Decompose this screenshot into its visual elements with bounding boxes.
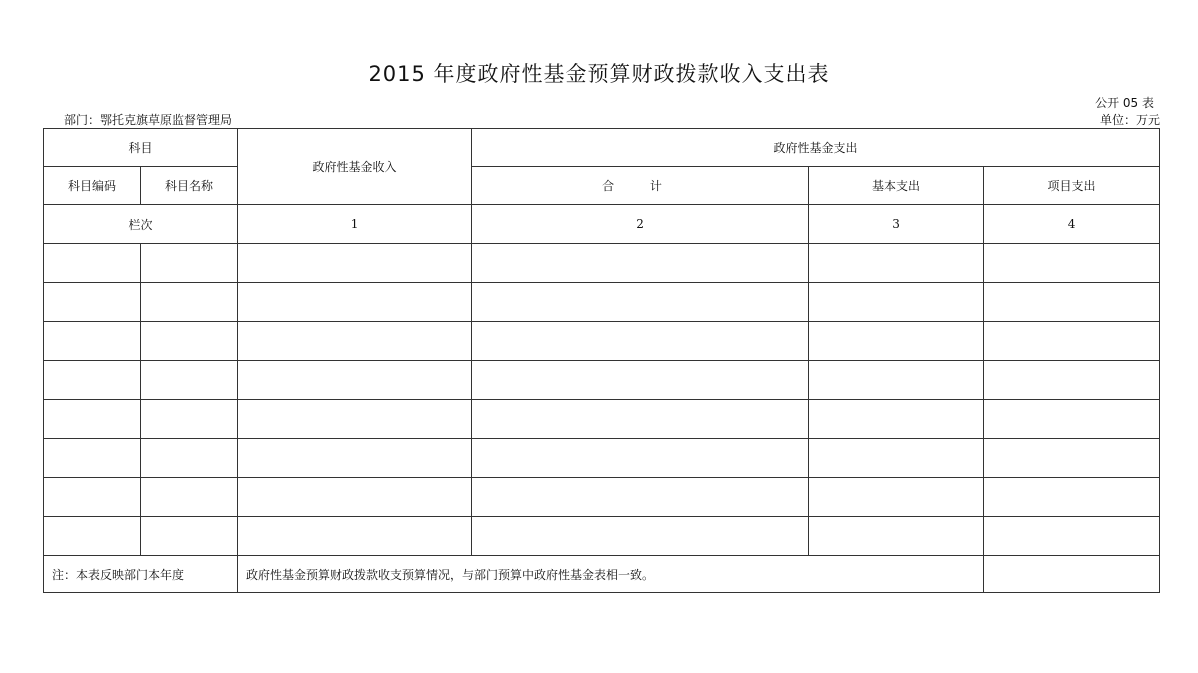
header-subject: 科目 xyxy=(44,129,238,167)
table-cell xyxy=(44,244,141,283)
table-row xyxy=(44,439,1160,478)
table-row xyxy=(44,517,1160,556)
table-cell xyxy=(809,322,984,361)
table-cell xyxy=(472,517,809,556)
header-row-2 xyxy=(44,167,1160,205)
table-cell xyxy=(238,478,472,517)
table-cell xyxy=(472,322,809,361)
department-label: 部门：鄂托克旗草原监督管理局 xyxy=(64,113,233,127)
table-cell xyxy=(984,517,1160,556)
table-cell xyxy=(238,400,472,439)
note-empty-cell xyxy=(984,556,1160,593)
table-cell xyxy=(44,517,141,556)
table-cell xyxy=(141,322,238,361)
table-cell xyxy=(472,283,809,322)
table-row xyxy=(44,361,1160,400)
table-cell xyxy=(44,478,141,517)
table-cell xyxy=(44,283,141,322)
table-cell xyxy=(809,361,984,400)
header-subject-name: 科目名称 xyxy=(141,167,238,205)
table-cell xyxy=(984,283,1160,322)
table-cell xyxy=(141,361,238,400)
table-cell xyxy=(984,361,1160,400)
table-cell xyxy=(472,361,809,400)
table-cell xyxy=(141,517,238,556)
table-cell xyxy=(141,400,238,439)
table-cell xyxy=(141,439,238,478)
table-cell xyxy=(141,283,238,322)
table-cell xyxy=(809,283,984,322)
note-text: 政府性基金预算财政拨款收支预算情况，与部门预算中政府性基金表相一致。 xyxy=(238,556,984,593)
table-cell xyxy=(984,400,1160,439)
page-title: 2015 年度政府性基金预算财政拨款收入支出表 xyxy=(368,62,830,86)
column-index-1: 1 xyxy=(238,205,472,244)
table-cell xyxy=(472,478,809,517)
table-cell xyxy=(984,439,1160,478)
table-row xyxy=(44,283,1160,322)
column-index-label: 栏次 xyxy=(44,205,238,244)
table-cell xyxy=(141,478,238,517)
note-label: 注：本表反映部门本年度 xyxy=(44,556,238,593)
fund-table xyxy=(43,128,1160,593)
note-row xyxy=(44,556,1160,593)
table-cell xyxy=(238,439,472,478)
header-basic-expense: 基本支出 xyxy=(809,167,984,205)
header-total: 合 计 xyxy=(472,167,809,205)
form-code: 公开 05 表 xyxy=(1095,96,1154,110)
table-cell xyxy=(472,439,809,478)
table-row xyxy=(44,322,1160,361)
header-fund-income: 政府性基金收入 xyxy=(238,129,472,205)
column-index-row xyxy=(44,205,1160,244)
table-cell xyxy=(809,439,984,478)
header-fund-expense: 政府性基金支出 xyxy=(472,129,1160,167)
header-row-1 xyxy=(44,129,1160,167)
header-subject-code: 科目编码 xyxy=(44,167,141,205)
unit-label: 单位：万元 xyxy=(1099,113,1160,127)
column-index-4: 4 xyxy=(984,205,1160,244)
table-cell xyxy=(809,244,984,283)
column-index-2: 2 xyxy=(472,205,809,244)
table-cell xyxy=(238,244,472,283)
table-cell xyxy=(44,361,141,400)
header-project-expense: 项目支出 xyxy=(984,167,1160,205)
column-index-3: 3 xyxy=(809,205,984,244)
table-cell xyxy=(984,478,1160,517)
table-cell xyxy=(809,517,984,556)
table-cell xyxy=(44,439,141,478)
table-cell xyxy=(984,244,1160,283)
table-row xyxy=(44,400,1160,439)
table-cell xyxy=(44,400,141,439)
table-cell xyxy=(238,322,472,361)
table-cell xyxy=(809,478,984,517)
table-cell xyxy=(809,400,984,439)
table-cell xyxy=(472,244,809,283)
table-cell xyxy=(984,322,1160,361)
table-cell xyxy=(238,283,472,322)
table-cell xyxy=(141,244,238,283)
table-cell xyxy=(238,361,472,400)
table-row xyxy=(44,244,1160,283)
table-cell xyxy=(44,322,141,361)
table-row xyxy=(44,478,1160,517)
table-cell xyxy=(238,517,472,556)
table-cell xyxy=(472,400,809,439)
